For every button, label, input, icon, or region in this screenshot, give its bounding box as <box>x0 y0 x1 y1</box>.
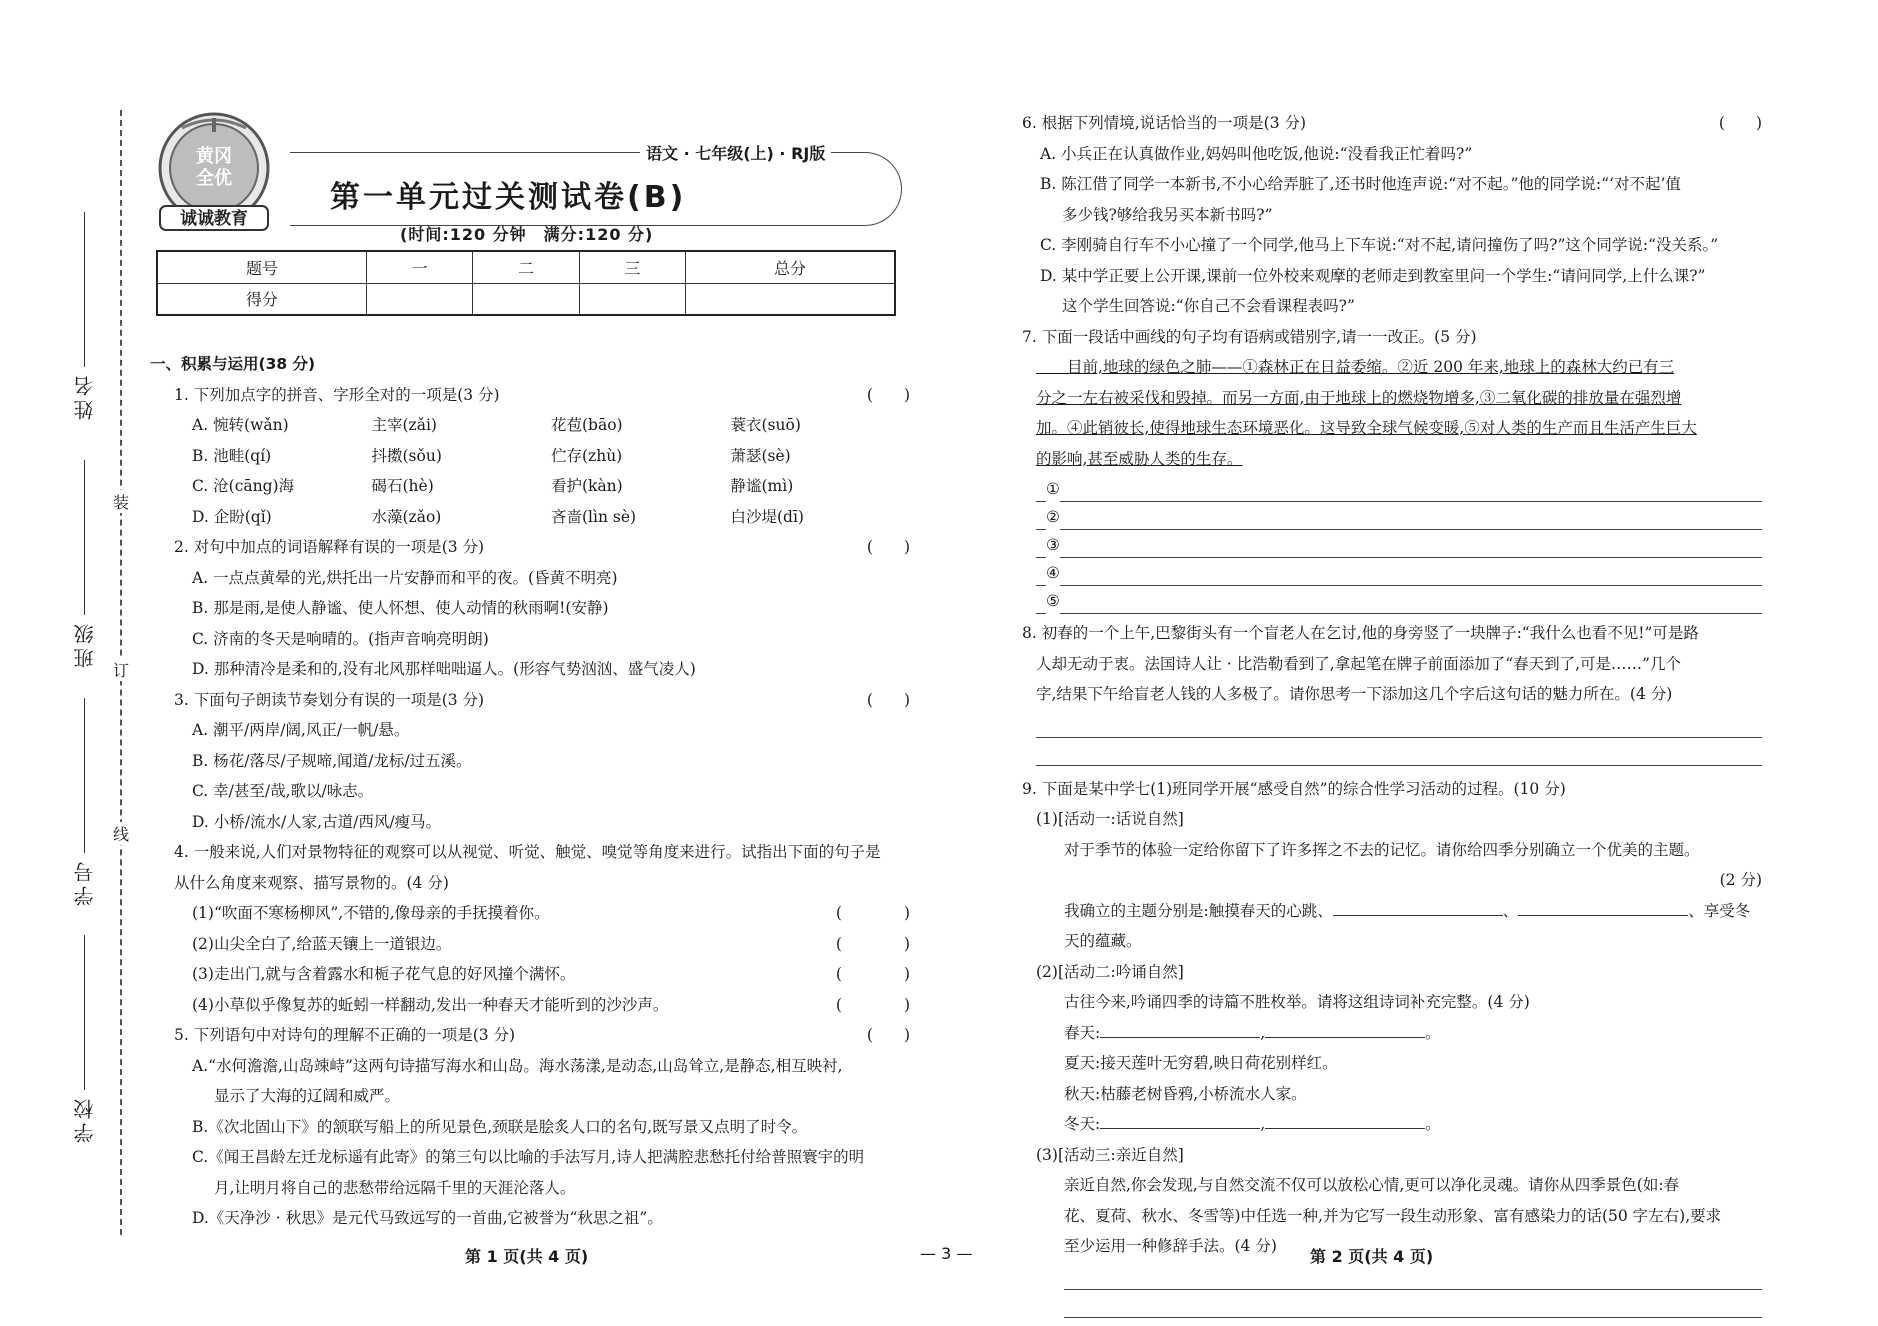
student-number-label: 学号 <box>73 858 97 906</box>
page-title: 第一单元过关测试卷(B) <box>330 180 687 215</box>
q1-option: 静谧(mì) <box>730 477 794 495</box>
autumn-line: 秋天:枯藤老树昏鸦,小桥流水人家。 <box>1064 1084 1307 1103</box>
q2-option-c: C. 济南的冬天是响晴的。(指声音响亮明朗) <box>192 629 489 648</box>
answer-line[interactable] <box>1036 710 1762 738</box>
answer-line[interactable] <box>1036 474 1762 502</box>
q1-option-row <box>150 502 910 533</box>
activity-1-title: (1)[活动一:话说自然] <box>1036 810 1184 828</box>
name-line <box>84 212 85 367</box>
question-8-line: 8. 初春的一个上午,巴黎街头有一个盲老人在乞讨,他的身旁竖了一块牌子:“我什么也看不见!”可是路 <box>1022 624 1699 642</box>
answer-paren[interactable]: ( ) <box>1718 114 1762 132</box>
class-label: 班级 <box>73 620 97 668</box>
cut-word-zhuang: 装 <box>108 490 134 513</box>
spring-line <box>1022 1018 1762 1049</box>
activity-1-text: 对于季节的体验一定给你留下了许多挥之不去的记忆。请你给四季分别确立一个优美的主题。 <box>1064 840 1700 859</box>
answer-number: ② <box>1046 502 1060 533</box>
question-4-stem-cont: 从什么角度来观察、描写景物的。(4 分) <box>174 873 449 892</box>
question-7-stem: 7. 下面一段话中画线的句子均有语病或错别字,请一一改正。(5 分) <box>1022 327 1477 346</box>
q6-line: B. 陈江借了同学一本新书,不小心给弄脏了,还书时他连声说:“对不起。”他的同学说:“‘对不起’值 <box>1040 175 1681 193</box>
activity-3-line: 至少运用一种修辞手法。(4 分) <box>1064 1237 1277 1255</box>
q5-line: A.“水何澹澹,山岛竦峙”这两句诗描写海水和山岛。海水荡漾,是动态,山岛耸立,是静态,相互映衬, <box>192 1056 843 1075</box>
publisher-logo <box>152 110 276 234</box>
school-line <box>84 935 85 1090</box>
answer-number: ④ <box>1046 558 1060 589</box>
q6-line: A. 小兵正在认真做作业,妈妈叫他吃饭,他说:“没看我正忙着吗?” <box>1040 144 1473 163</box>
answer-paren[interactable]: ( ) <box>866 690 910 709</box>
activity-3-line: 花、夏荷、秋水、冬雪等)中任选一种,并为它写一段生动形象、富有感染力的话(50 字左右),要求 <box>1064 1206 1722 1225</box>
score-row-label: 得分 <box>157 283 366 315</box>
fill-separator: 、 <box>1502 901 1519 920</box>
q1-option: A. 惋转(wǎn) <box>192 416 289 434</box>
summer-line: 夏天:接天莲叶无穷碧,映日荷花别样红。 <box>1064 1054 1338 1072</box>
activity-3-title: (3)[活动三:亲近自然] <box>1036 1145 1184 1164</box>
q1-option: 花苞(bāo) <box>551 416 623 434</box>
answer-line[interactable] <box>1036 558 1762 586</box>
question-3-stem <box>150 685 910 716</box>
q5-line: B.《次北固山下》的颔联写船上的所见景色,颈联是脍炙人口的名句,既写景又点明了时令。 <box>192 1117 808 1136</box>
subject-label: 语文 · 七年级(上) · RJ版 <box>640 141 831 164</box>
q7-passage-line: 目前,地球的绿色之肺——①森林正在日益委缩。②近 200 年来,地球上的森林大约已有三 <box>1036 358 1675 376</box>
q8-answer-area <box>1022 710 1762 766</box>
score-header-cell: 总分 <box>686 251 896 283</box>
activity-3-line: 亲近自然,你会发现,与自然交流不仅可以放松心情,更可以净化灵魂。请你从四季景色(如:春 <box>1064 1176 1680 1194</box>
score-cell[interactable] <box>366 283 472 315</box>
q6-line: 这个学生回答说:“你自己不会看课程表吗?” <box>1062 297 1355 315</box>
q1-option: 碣石(hè) <box>371 477 434 495</box>
student-number-line <box>84 698 85 853</box>
q3-option-a: A. 潮平/两岸/阔,风正/一帆/悬。 <box>192 721 410 739</box>
answer-paren[interactable]: ( ) <box>866 538 910 556</box>
activity-2-text: 古往今来,吟诵四季的诗篇不胜枚举。请将这组诗词补充完整。(4 分) <box>1064 993 1530 1011</box>
name-field[interactable] <box>62 372 102 420</box>
q6-line: 多少钱?够给我另买本新书吗?” <box>1062 205 1273 224</box>
punct: , <box>1260 1115 1266 1133</box>
answer-paren[interactable]: ( ) <box>866 1026 910 1044</box>
logo-bottom-text: 诚诚教育 <box>180 209 248 229</box>
q5-line: 显示了大海的辽阔和威严。 <box>214 1087 401 1105</box>
q1-option: 抖擞(sǒu) <box>371 446 442 465</box>
q6-line: C. 李刚骑自行车不小心撞了一个同学,他马上下车说:“对不起,请问撞伤了吗?”这个同学说:“没关系。” <box>1040 236 1719 254</box>
q1-option: C. 沧(cāng)海 <box>192 477 295 495</box>
q4-item-text: (2)山尖全白了,给蓝天镶上一道银边。 <box>192 934 452 953</box>
answer-number: ⑤ <box>1046 586 1060 617</box>
q1-option: 白沙堤(dī) <box>730 507 804 526</box>
section-heading: 一、积累与运用(38 分) <box>150 355 316 373</box>
q4-item <box>150 898 910 929</box>
activity-1-score: (2 分) <box>1719 871 1762 889</box>
q9-answer-area <box>1022 1262 1762 1326</box>
punct: , <box>1260 1023 1266 1042</box>
fill-blank-autumn[interactable] <box>1518 896 1688 916</box>
question-8-line: 字,结果下午给盲老人钱的人多极了。请你思考一下添加这几个字后这句话的魅力所在。(4 分) <box>1036 685 1673 703</box>
score-cell[interactable] <box>686 283 896 315</box>
score-header-cell: 三 <box>579 251 685 283</box>
question-text: 1. 下列加点字的拼音、字形全对的一项是(3 分) <box>174 385 500 404</box>
answer-paren[interactable]: ( ) <box>866 385 910 404</box>
answer-line[interactable] <box>1064 1318 1762 1326</box>
q6-line: D. 某中学正要上公开课,课前一位外校来观摩的老师走到教室里问一个学生:“请问同学,上什么课?” <box>1040 266 1706 285</box>
score-header-cell: 题号 <box>157 251 366 283</box>
page-number-right: 第 2 页(共 4 页) <box>1310 1247 1434 1266</box>
answer-line[interactable] <box>1036 738 1762 766</box>
q1-option: 伫存(zhù) <box>551 446 623 465</box>
binding-margin <box>62 110 142 1235</box>
q1-option: 看护(kàn) <box>551 477 623 495</box>
q4-item-text: (1)“吹面不寒杨柳风”,不错的,像母亲的手抚摸着你。 <box>192 904 550 922</box>
q4-item <box>150 990 910 1021</box>
score-cell[interactable] <box>473 283 579 315</box>
winter-blank-2[interactable] <box>1265 1109 1425 1129</box>
answer-line[interactable] <box>1036 586 1762 614</box>
activity-1-fill <box>1022 896 1762 927</box>
q1-option-row <box>150 441 910 472</box>
answer-paren[interactable]: ( ) <box>835 965 910 983</box>
q3-option-d: D. 小桥/流水/人家,古道/西风/瘦马。 <box>192 812 442 831</box>
q4-item-text: (4)小草似乎像复苏的蚯蚓一样翻动,发出一种春天才能听到的沙沙声。 <box>192 995 669 1014</box>
winter-blank-1[interactable] <box>1100 1109 1260 1129</box>
q1-option: 萧瑟(sè) <box>730 446 791 465</box>
q2-option-b: B. 那是雨,是使人静谧、使人怀想、使人动情的秋雨啊!(安静) <box>192 599 609 617</box>
school-label: 学校 <box>73 1095 97 1143</box>
fill-text: 、享受冬 <box>1688 901 1751 920</box>
q4-item-text: (3)走出门,就与含着露水和栀子花气息的好风撞个满怀。 <box>192 965 576 983</box>
spring-blank-2[interactable] <box>1265 1018 1425 1038</box>
q1-option: 水藻(zǎo) <box>371 507 442 526</box>
student-number-field[interactable] <box>62 858 102 906</box>
q5-line: D.《天净沙 · 秋思》是元代马致远写的一首曲,它被誉为“秋思之祖”。 <box>192 1209 663 1227</box>
punct: 。 <box>1425 1023 1441 1042</box>
score-header-row <box>157 251 895 283</box>
q7-answer-area <box>1022 474 1762 614</box>
score-row <box>157 283 895 315</box>
winter-line <box>1022 1109 1762 1140</box>
question-6-stem <box>1022 108 1762 139</box>
answer-line[interactable] <box>1036 530 1762 558</box>
q7-passage-line: 加。④此销彼长,使得地球生态环境恶化。这导致全球气候变暖,⑤对人类的生产而且生活产生巨大 <box>1036 419 1697 437</box>
cut-word-ding: 订 <box>108 658 134 681</box>
question-text: 5. 下列语句中对诗句的理解不正确的一项是(3 分) <box>174 1026 516 1044</box>
season-label: 冬天: <box>1064 1115 1101 1133</box>
q1-option: 主宰(zǎi) <box>371 416 437 434</box>
activity-2-title: (2)[活动二:吟诵自然] <box>1036 962 1184 981</box>
q5-line: 月,让明月将自己的悲愁带给远隔千里的天涯沦落人。 <box>214 1178 576 1197</box>
right-column <box>1022 108 1762 1326</box>
logo-top-text: 黄冈 <box>196 146 232 167</box>
answer-paren[interactable]: ( ) <box>835 934 910 953</box>
answer-paren[interactable]: ( ) <box>835 904 910 922</box>
q1-option: 蓑衣(suō) <box>730 416 801 434</box>
season-label: 春天: <box>1064 1023 1101 1042</box>
q2-option-a: A. 一点点黄晕的光,烘托出一片安静而和平的夜。(昏黄不明亮) <box>192 568 618 587</box>
q4-item <box>150 929 910 960</box>
q1-option-row <box>150 410 910 441</box>
answer-paren[interactable]: ( ) <box>835 995 910 1014</box>
score-header-cell: 一 <box>366 251 472 283</box>
q1-option: B. 池畦(qí) <box>192 446 272 465</box>
answer-line[interactable] <box>1064 1290 1762 1318</box>
score-header-cell: 二 <box>473 251 579 283</box>
question-9-stem: 9. 下面是某中学七(1)班同学开展“感受自然”的综合性学习活动的过程。(10 分) <box>1022 779 1566 798</box>
answer-number: ① <box>1046 474 1060 505</box>
question-text: 6. 根据下列情境,说话恰当的一项是(3 分) <box>1022 114 1307 132</box>
q3-option-b: B. 杨花/落尽/子规啼,闻道/龙标/过五溪。 <box>192 751 472 770</box>
score-cell[interactable] <box>579 283 685 315</box>
question-5-stem <box>150 1020 910 1051</box>
q2-option-d: D. 那种清冷是柔和的,没有北风那样咄咄逼人。(形容气势汹汹、盛气凌人) <box>192 660 696 678</box>
activity-1-fill-end: 天的蕴藏。 <box>1064 932 1142 950</box>
page-number-left: 第 1 页(共 4 页) <box>465 1247 589 1266</box>
logo-mid-text: 全优 <box>196 168 232 189</box>
class-field[interactable] <box>62 620 102 668</box>
question-2-stem <box>150 532 910 563</box>
fill-blank-summer[interactable] <box>1333 896 1503 916</box>
score-table <box>156 250 896 316</box>
question-1-stem <box>150 380 910 411</box>
spring-blank-1[interactable] <box>1100 1018 1260 1038</box>
q1-option-row <box>150 471 910 502</box>
left-column <box>150 349 910 1234</box>
answer-number: ③ <box>1046 530 1060 561</box>
school-field[interactable] <box>62 1095 102 1143</box>
q5-line: C.《闻王昌龄左迁龙标遥有此寄》的第三句以比喻的手法写月,诗人把满腔悲愁托付给普照寰宇的明 <box>192 1148 865 1166</box>
name-label: 姓名 <box>73 372 97 420</box>
question-text: 2. 对句中加点的词语解释有误的一项是(3 分) <box>174 538 485 556</box>
time-info: (时间:120 分钟 满分:120 分) <box>400 225 654 244</box>
q7-passage-line: 的影响,甚至威胁人类的生存。 <box>1036 449 1243 468</box>
fill-text: 我确立的主题分别是:触摸春天的心跳、 <box>1064 901 1333 920</box>
cut-word-xian: 线 <box>108 822 134 845</box>
punct: 。 <box>1425 1115 1441 1133</box>
class-line <box>84 460 85 615</box>
answer-line[interactable] <box>1036 502 1762 530</box>
q4-item <box>150 959 910 990</box>
question-text: 3. 下面句子朗读节奏划分有误的一项是(3 分) <box>174 690 485 709</box>
q7-passage-line: 分之一左右被采伐和毁掉。而另一方面,由于地球上的燃烧物增多,③二氧化碳的排放量在强烈增 <box>1036 388 1682 407</box>
question-4-stem: 4. 一般来说,人们对景物特征的观察可以从视觉、听觉、触觉、嗅觉等角度来进行。试指出下面的句子是 <box>174 843 881 861</box>
q1-option: 吝啬(lìn sè) <box>551 507 637 526</box>
question-8-line: 人却无动于衷。法国诗人让 · 比浩勒看到了,拿起笔在牌子前面添加了“春天到了,可是……”几个 <box>1036 654 1681 673</box>
q3-option-c: C. 幸/甚至/哉,歌以/咏志。 <box>192 782 374 800</box>
sheet-number: — 3 — <box>920 1244 973 1263</box>
q1-option: D. 企盼(qǐ) <box>192 507 272 526</box>
